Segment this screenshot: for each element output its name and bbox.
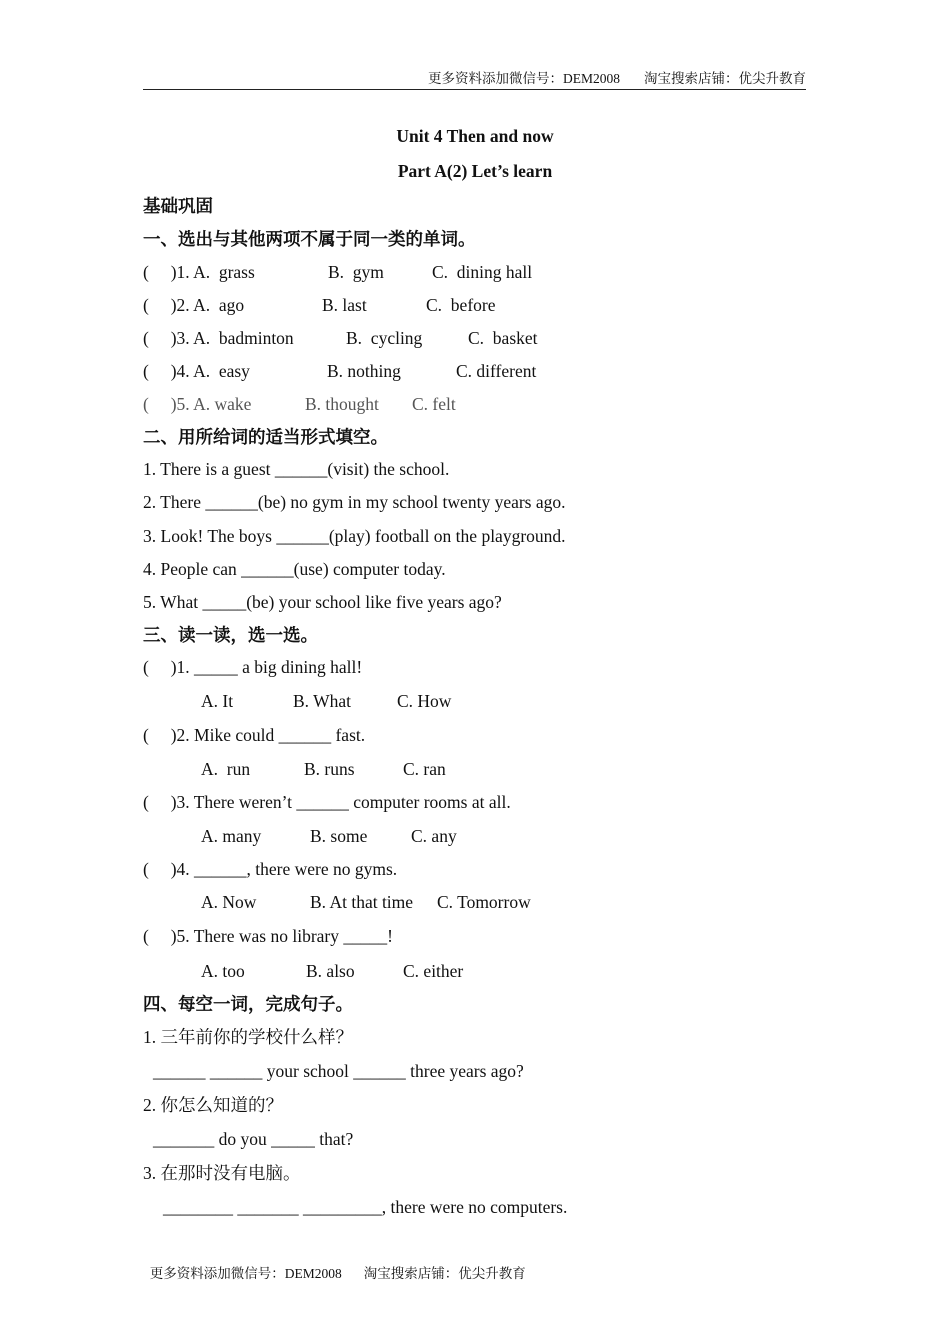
s3-item-5-a: A. too bbox=[201, 961, 245, 981]
s1-item-4-c: C. different bbox=[456, 361, 537, 381]
s1-item-5-a: ( )5. A. wake bbox=[143, 394, 252, 414]
s4-item-1-english: ______ ______ your school ______ three years ago? bbox=[153, 1061, 524, 1081]
s3-item-1-c: C. How bbox=[397, 691, 452, 711]
worksheet-title: Unit 4 Then and now bbox=[396, 126, 554, 146]
s1-item-3-b: B. cycling bbox=[346, 328, 423, 348]
s3-item-2-a: A. run bbox=[201, 759, 251, 779]
s1-item-3-a: ( )3. A. badminton bbox=[143, 328, 294, 348]
s1-item-4-a: ( )4. A. easy bbox=[143, 361, 250, 381]
s3-item-1-a: A. It bbox=[201, 691, 234, 711]
s1-item-2-a: ( )2. A. ago bbox=[143, 295, 245, 315]
s2-item-3: 3. Look! The boys ______(play) football on the playground. bbox=[143, 526, 566, 546]
header-shop: 淘宝搜索店铺：优尖升教育 bbox=[644, 71, 806, 86]
section-4-heading: 四、每空一词，完成句子。 bbox=[143, 994, 353, 1014]
s1-item-2-b: B. last bbox=[322, 295, 367, 315]
s4-item-2-english: _______ do you _____ that? bbox=[153, 1129, 354, 1149]
s3-item-3-c: C. any bbox=[411, 826, 457, 846]
s2-item-5: 5. What _____(be) your school like five years ago? bbox=[143, 592, 502, 612]
s1-item-1-a: ( )1. A. grass bbox=[143, 262, 255, 282]
s2-item-2: 2. There ______(be) no gym in my school twenty years ago. bbox=[143, 492, 566, 512]
s3-item-5-c: C. either bbox=[403, 961, 464, 981]
s1-item-3-c: C. basket bbox=[468, 328, 538, 348]
header-wechat: 更多资料添加微信号：DEM2008 bbox=[428, 71, 620, 86]
section-1-heading: 一、选出与其他两项不属于同一类的单词。 bbox=[143, 229, 476, 249]
s1-item-5-b: B. thought bbox=[305, 394, 379, 414]
page-footer bbox=[143, 1246, 548, 1282]
s3-item-2-c: C. ran bbox=[403, 759, 446, 779]
s2-item-1: 1. There is a guest ______(visit) the school. bbox=[143, 459, 450, 479]
s3-item-5-question: ( )5. There was no library _____! bbox=[143, 926, 393, 946]
s3-item-2-b: B. runs bbox=[304, 759, 355, 779]
s3-item-5-b: B. also bbox=[306, 961, 355, 981]
s1-item-5-c: C. felt bbox=[412, 394, 456, 414]
s3-item-4-question: ( )4. ______, there were no gyms. bbox=[143, 859, 398, 879]
s3-item-4-c: C. Tomorrow bbox=[437, 892, 531, 912]
s4-item-3-chinese: 3. 在那时没有电脑。 bbox=[143, 1163, 301, 1183]
s3-item-3-b: B. some bbox=[310, 826, 368, 846]
s4-item-3-english: ________ _______ _________, there were no computers. bbox=[163, 1197, 568, 1217]
s3-item-3-a: A. many bbox=[201, 826, 262, 846]
s2-item-4: 4. People can ______(use) computer today. bbox=[143, 559, 446, 579]
section-2-heading: 二、用所给词的适当形式填空。 bbox=[143, 427, 388, 447]
s3-item-3-question: ( )3. There weren’t ______ computer rooms at all. bbox=[143, 792, 511, 812]
s1-item-1-b: B. gym bbox=[328, 262, 384, 282]
s3-item-4-a: A. Now bbox=[201, 892, 257, 912]
s1-item-1-c: C. dining hall bbox=[432, 262, 533, 282]
section-3-heading: 三、读一读，选一选。 bbox=[143, 625, 318, 645]
s4-item-1-chinese: 1. 三年前你的学校什么样？ bbox=[143, 1027, 353, 1047]
s3-item-2-question: ( )2. Mike could ______ fast. bbox=[143, 725, 366, 745]
worksheet-subtitle: Part A(2) Let’s learn bbox=[397, 161, 553, 181]
s4-item-2-chinese: 2. 你怎么知道的？ bbox=[143, 1095, 283, 1115]
s1-item-4-b: B. nothing bbox=[327, 361, 401, 381]
s1-item-2-c: C. before bbox=[426, 295, 496, 315]
page-header bbox=[143, 70, 806, 90]
footer-shop: 淘宝搜索店铺：优尖升教育 bbox=[363, 1266, 526, 1281]
s3-item-1-question: ( )1. _____ a big dining hall! bbox=[143, 657, 363, 677]
footer-wechat: 更多资料添加微信号：DEM2008 bbox=[149, 1266, 342, 1281]
s3-item-4-b: B. At that time bbox=[310, 892, 414, 912]
s3-item-1-b: B. What bbox=[293, 691, 352, 711]
section-basics: 基础巩固 bbox=[143, 196, 213, 216]
